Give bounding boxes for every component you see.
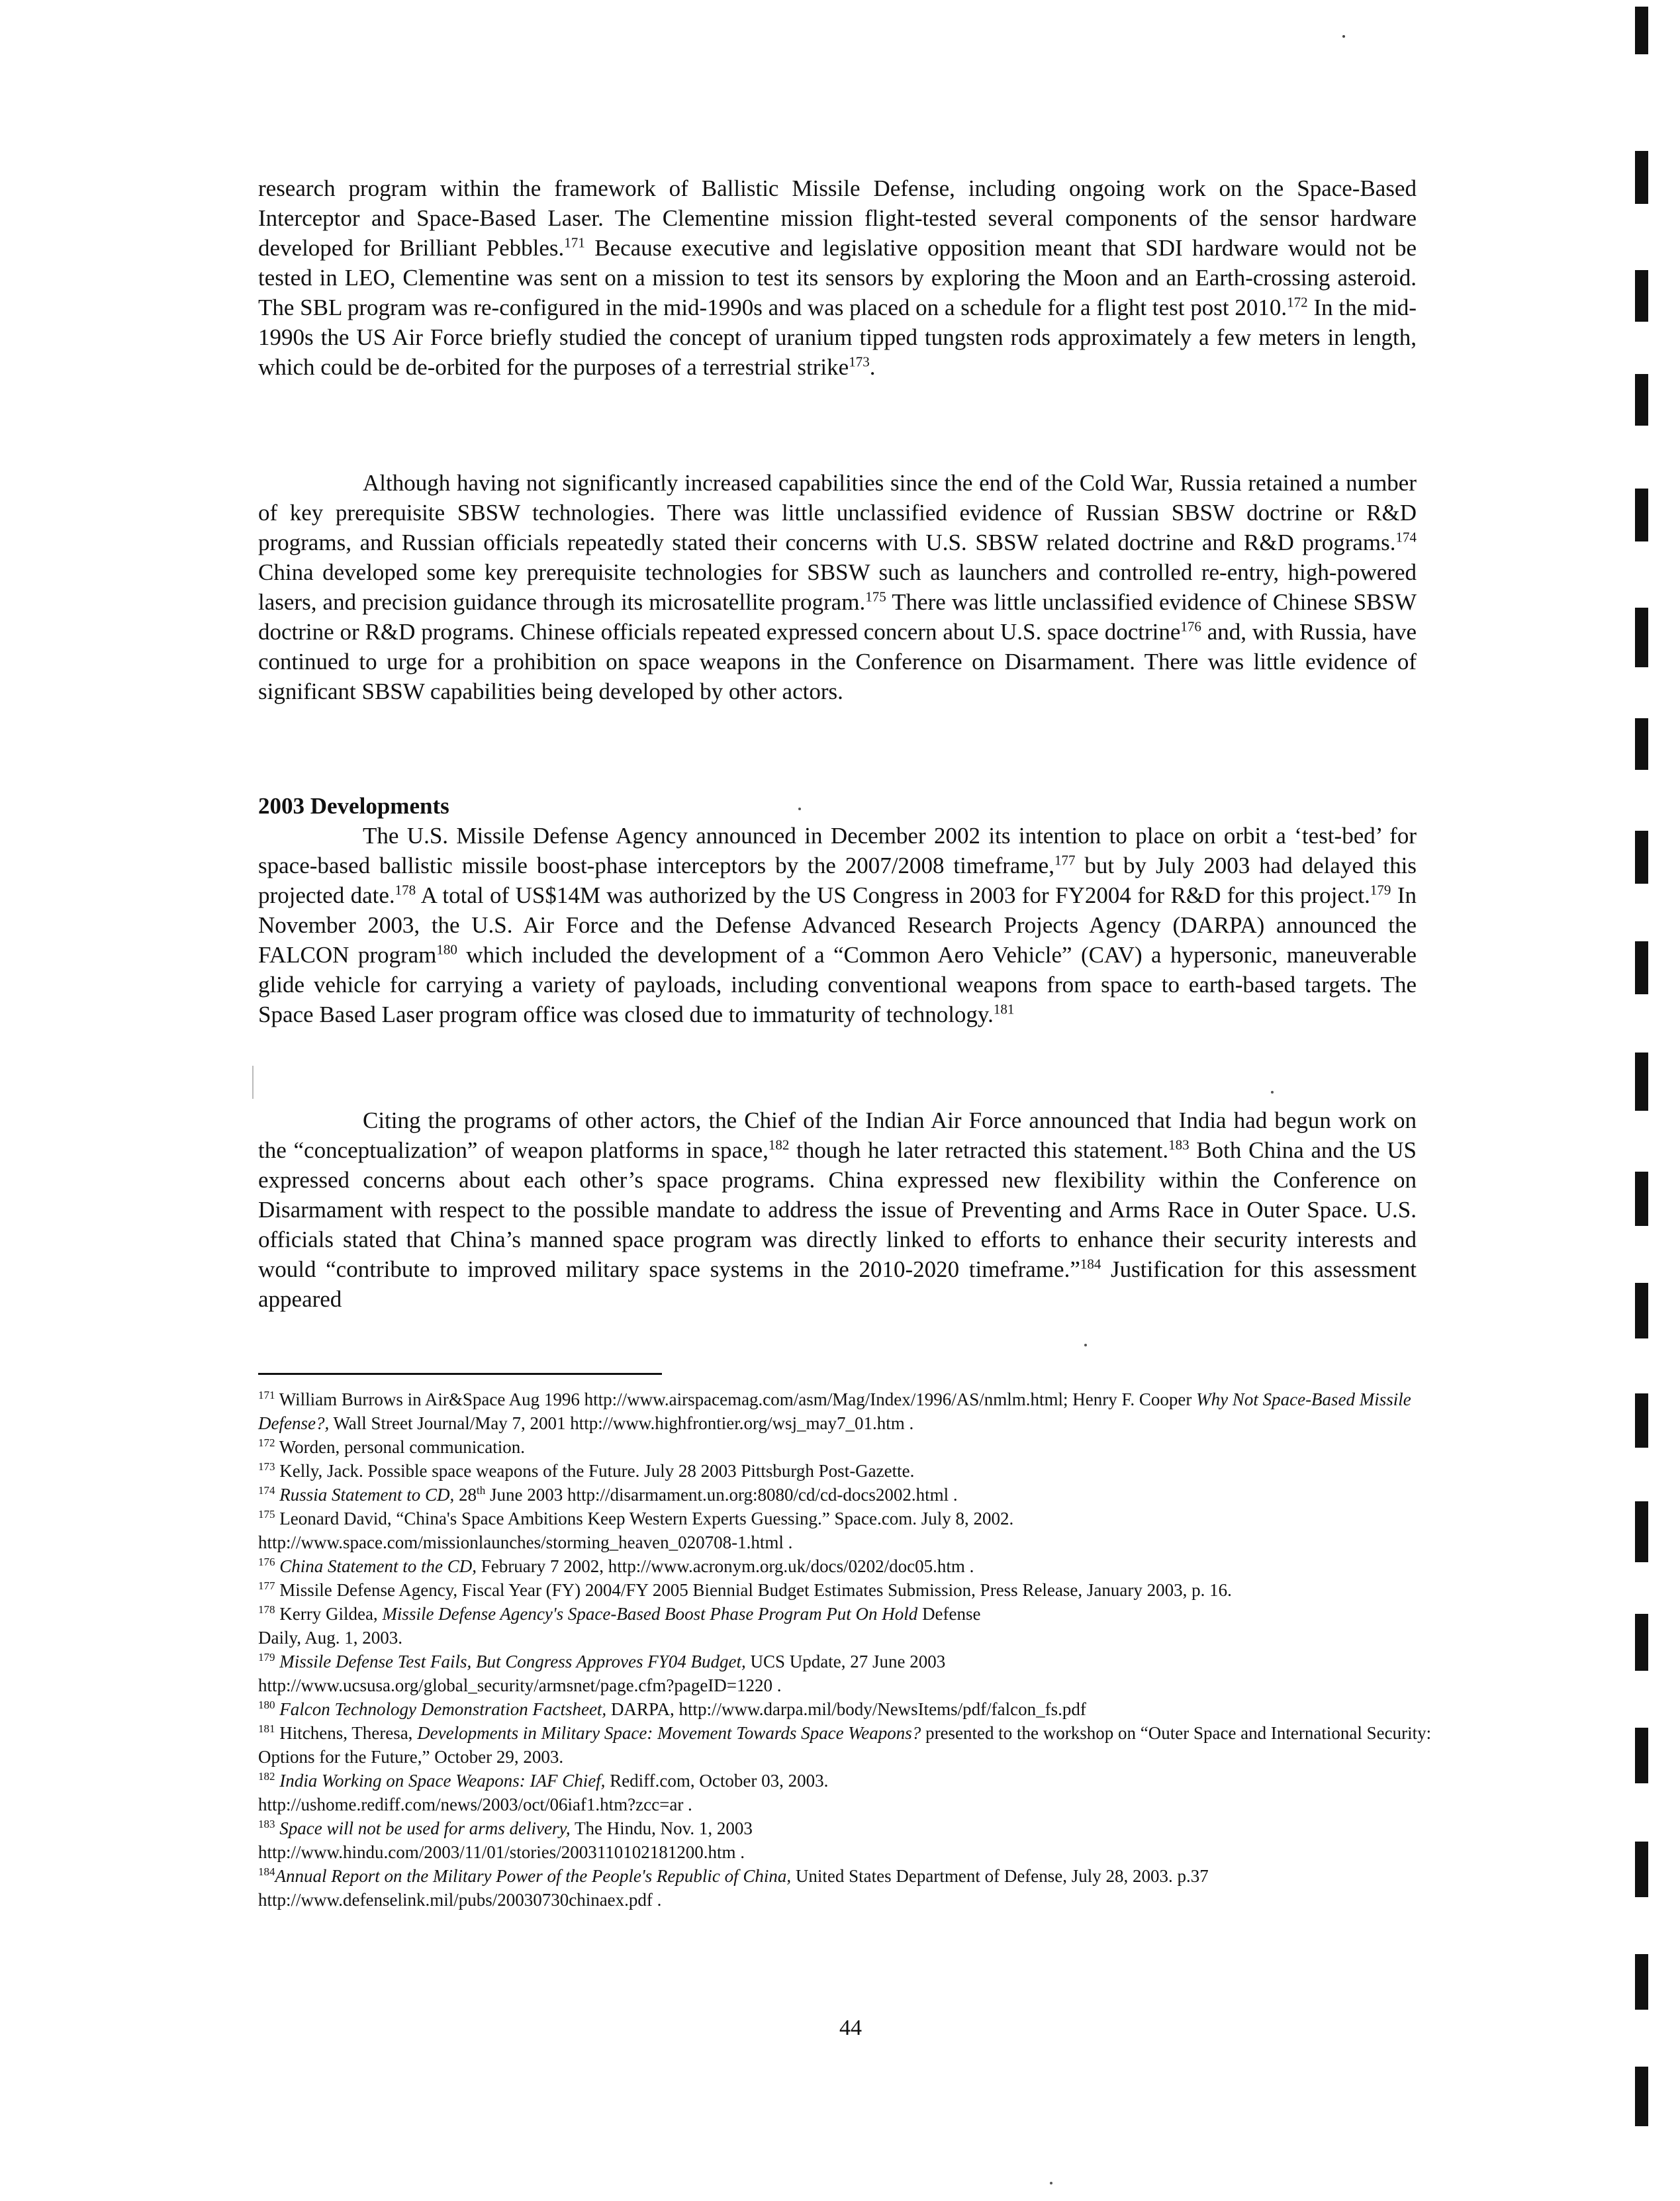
footnote	[258, 1769, 1450, 1793]
text-run: http://www.ucsusa.org/global_security/armsnet/page.cfm?pageID=1220 .	[258, 1675, 782, 1695]
text-run: http://ushome.rediff.com/news/2003/oct/06iaf1.htm?zcc=ar .	[258, 1795, 692, 1814]
text-run: and, with Russia, have continued to urge for a prohibition on space weapons in the Conference on Disarmament. There was little evidence of significant SBSW capabilities being developed by other actors.	[258, 619, 1417, 704]
footnote	[258, 1435, 1450, 1459]
binder-mark	[1635, 1393, 1648, 1448]
text-run: presented to the workshop on “Outer Space and International Security: Options for the Future,” October 29, 2003.	[258, 1723, 1432, 1767]
text-run: Hitchens, Theresa,	[275, 1723, 418, 1743]
footnote-ref: 182	[258, 1770, 275, 1783]
italic-title: Space will not be used for arms delivery,	[279, 1818, 571, 1838]
footnote-separator	[258, 1373, 662, 1375]
text-run: but by July 2003 had delayed this projected date.	[258, 853, 1417, 908]
paragraph-text	[258, 821, 1417, 1029]
footnote-ref: 179	[258, 1651, 275, 1663]
footnote-ref: 176	[258, 1556, 275, 1568]
text-run: Defense	[917, 1604, 981, 1624]
italic-title: Missile Defense Test Fails, But Congress Approves FY04 Budget,	[279, 1652, 746, 1671]
text-run: Justification for this assessment appeared	[258, 1256, 1417, 1312]
binder-mark	[1635, 2067, 1648, 2126]
footnote	[258, 1459, 1450, 1483]
italic-title: Annual Report on the Military Power of the People's Republic of China,	[275, 1866, 792, 1886]
footnote-ref: 171	[564, 234, 585, 251]
footnote-ref: 175	[865, 588, 886, 605]
binder-mark	[1635, 270, 1648, 322]
binder-mark	[1635, 7, 1648, 54]
text-run: UCS Update, 27 June 2003	[745, 1652, 946, 1671]
footnote	[258, 1721, 1450, 1769]
text-run: http://www.hindu.com/2003/11/01/stories/2003110102181200.htm .	[258, 1842, 745, 1862]
text-run: DARPA, http://www.darpa.mil/body/NewsItems/pdf/falcon_fs.pdf	[606, 1699, 1086, 1719]
italic-title: Falcon Technology Demonstration Factsheet,	[279, 1699, 607, 1719]
text-run: Leonard David, “China's Space Ambitions Keep Western Experts Guessing.” Space.com. July 8, 2002.	[275, 1509, 1014, 1528]
text-run: Although having not significantly increased capabilities since the end of the Cold War, Russia retained a number of key prerequisite SBSW technologies. There was little unclassified evidence of Russian SBSW doctrine or R&D programs, and Russian officials repeatedly stated their concerns with U.S. SBSW related doctrine and R&D programs.	[258, 470, 1417, 555]
text-run: Citing the programs of other actors, the Chief of the Indian Air Force announced that India had begun work on the “conceptualization” of weapon platforms in space,	[258, 1107, 1417, 1163]
text-run: http://www.defenselink.mil/pubs/20030730chinaex.pdf .	[258, 1890, 662, 1910]
text-run: Daily, Aug. 1, 2003.	[258, 1628, 402, 1648]
footnote	[258, 1673, 1450, 1697]
text-run: United States Department of Defense, July 28, 2003. p.37	[791, 1866, 1209, 1886]
text-run: http://www.space.com/missionlaunches/storming_heaven_020708-1.html .	[258, 1532, 793, 1552]
footnote	[258, 1578, 1450, 1602]
footnote-ref: 180	[436, 941, 457, 958]
footnote-ref: 181	[993, 1001, 1015, 1017]
text-run: Missile Defense Agency, Fiscal Year (FY) 2004/FY 2005 Biennial Budget Estimates Submission, Press Release, January 2003, p. 16.	[275, 1580, 1232, 1600]
footnote-ref: 171	[258, 1389, 275, 1401]
footnote-ref: 173	[849, 353, 870, 370]
text-run: William Burrows in Air&Space Aug 1996 http://www.airspacemag.com/asm/Mag/Index/1996/AS/nmlm.html; Henry F. Cooper	[275, 1389, 1197, 1409]
footnotes-list	[258, 1387, 1450, 1912]
paragraph-text	[258, 1105, 1417, 1314]
footnote	[258, 1650, 1450, 1673]
italic-title: Missile Defense Agency's Space-Based Boost Phase Program Put On Hold	[382, 1604, 918, 1624]
text-run: Wall Street Journal/May 7, 2001 http://www.highfrontier.org/wsj_may7_01.htm .	[329, 1413, 914, 1433]
text-run: Kelly, Jack. Possible space weapons of the Future. July 28 2003 Pittsburgh Post-Gazette.	[275, 1461, 915, 1481]
binder-mark	[1635, 1283, 1648, 1338]
footnote	[258, 1816, 1450, 1840]
footnote	[258, 1793, 1450, 1816]
footnote	[258, 1697, 1450, 1721]
footnote-ref: 179	[1370, 882, 1391, 898]
binder-mark	[1635, 831, 1648, 884]
footnote	[258, 1387, 1450, 1435]
text-run: China developed some key prerequisite technologies for SBSW such as launchers and controlled re-entry, high-powered lasers, and precision guidance through its microsatellite program.	[258, 559, 1417, 615]
text-run: Rediff.com, October 03, 2003.	[605, 1771, 829, 1791]
paragraph-text	[258, 173, 1417, 382]
body-paragraph	[258, 173, 1417, 382]
binder-mark	[1635, 941, 1648, 994]
text-run: .	[869, 354, 876, 380]
text-run: June 2003 http://disarmament.un.org:8080/cd/cd-docs2002.html .	[485, 1485, 958, 1505]
text-run: Worden, personal communication.	[275, 1437, 525, 1457]
body-paragraph	[258, 1105, 1417, 1314]
footnote-ref: 173	[258, 1460, 275, 1473]
binder-mark	[1635, 1053, 1648, 1111]
footnote	[258, 1626, 1450, 1650]
footnote-ref: 175	[258, 1508, 275, 1521]
binder-mark	[1635, 374, 1648, 426]
text-run: 28	[454, 1485, 477, 1505]
text-run: In November 2003, the U.S. Air Force and the Defense Advanced Research Projects Agency (DARPA) announced the FALCON program	[258, 882, 1417, 968]
text-run: The Hindu, Nov. 1, 2003	[570, 1818, 753, 1838]
binder-mark	[1635, 1842, 1648, 1897]
footnote	[258, 1530, 1450, 1554]
text-run: Kerry Gildea,	[275, 1604, 383, 1624]
text-run: A total of US$14M was authorized by the US Congress in 2003 for FY2004 for R&D for this project.	[416, 882, 1370, 908]
binder-mark	[1635, 608, 1648, 667]
footnote-ref: 181	[258, 1722, 275, 1735]
section-2003-developments	[258, 791, 1417, 1029]
italic-title: Russia Statement to CD,	[279, 1485, 455, 1505]
footnote-ref: 180	[258, 1699, 275, 1711]
italic-title: China Statement to the CD,	[279, 1556, 477, 1576]
text-run: There was little unclassified evidence of Chinese SBSW doctrine or R&D programs. Chinese officials repeated expressed concern about U.S. space doctrine	[258, 589, 1417, 645]
footnote	[258, 1864, 1450, 1888]
section-heading: 2003 Developments	[258, 793, 449, 819]
footnote-ref: 183	[258, 1818, 275, 1830]
italic-title: Why Not Space-Based Missile Defense?,	[258, 1389, 1411, 1433]
footnote-ref: 183	[1168, 1137, 1190, 1153]
italic-title: Developments in Military Space: Movement Towards Space Weapons?	[417, 1723, 921, 1743]
footnote	[258, 1840, 1450, 1864]
footnote	[258, 1554, 1450, 1578]
text-run: In the mid-1990s the US Air Force briefly studied the concept of uranium tipped tungsten rods approximately a few meters in length, which could be de-orbited for the purposes of a terrestrial strike	[258, 295, 1417, 380]
footnote-ref: 177	[1054, 852, 1076, 868]
footnote	[258, 1483, 1450, 1507]
binder-mark	[1635, 151, 1648, 204]
footnote-ref: 176	[1180, 618, 1201, 635]
footnote-ref: 172	[258, 1436, 275, 1449]
binder-mark	[1635, 1954, 1648, 2010]
text-run: Because executive and legislative opposition meant that SDI hardware would not be tested in LEO, Clementine was sent on a mission to test its sensors by exploring the Moon and an Earth-crossing asteroid. The SBL program was re-configured in the mid-1990s and was placed on a schedule for a flight test post 2010.	[258, 235, 1417, 320]
footnote	[258, 1602, 1450, 1626]
binder-mark	[1635, 489, 1648, 541]
footnote-ref: 178	[395, 882, 416, 898]
footnote-ref: 178	[258, 1603, 275, 1616]
italic-title: India Working on Space Weapons: IAF Chief,	[279, 1771, 606, 1791]
text-run: The U.S. Missile Defense Agency announced in December 2002 its intention to place on orbit a ‘test-bed’ for space-based ballistic missile boost-phase interceptors by the 2007/2008 timeframe,	[258, 823, 1417, 878]
footnote	[258, 1507, 1450, 1530]
text-run: research program within the framework of Ballistic Missile Defense, including ongoing work on the Space-Based Interceptor and Space-Based Laser. The Clementine mission flight-tested several components of the sensor hardware developed for Brilliant Pebbles.	[258, 175, 1417, 261]
footnote-ref: 177	[258, 1579, 275, 1592]
text-run: though he later retracted this statement.	[789, 1137, 1169, 1163]
body-paragraph	[258, 468, 1417, 706]
footnote-ref: 174	[1395, 529, 1417, 545]
binder-mark	[1635, 1172, 1648, 1226]
footnote	[258, 1888, 1450, 1912]
footnote-ref: 184	[1080, 1256, 1101, 1272]
text-run: Both China and the US expressed concerns about each other’s space programs. China expressed new flexibility within the Conference on Disarmament with respect to the possible mandate to address the issue of Preventing and Arms Race in Outer Space. U.S. officials stated that China’s manned space program was directly linked to efforts to enhance their security interests and would “contribute to improved military space systems in the 2010-2020 timeframe.”	[258, 1137, 1417, 1282]
binder-mark	[1635, 718, 1648, 770]
page-number: 44	[839, 2016, 862, 2040]
footnote-ref: 174	[258, 1484, 275, 1497]
footnote-ref: th	[477, 1484, 486, 1497]
binder-mark	[1635, 1501, 1648, 1562]
footnote-ref: 182	[768, 1137, 790, 1153]
footnote-ref: 184	[258, 1865, 275, 1878]
binder-mark	[1635, 1614, 1648, 1671]
binder-mark	[1635, 1728, 1648, 1783]
footnote-ref: 172	[1287, 294, 1308, 310]
text-run: February 7 2002, http://www.acronym.org.uk/docs/0202/doc05.htm .	[476, 1556, 974, 1576]
paragraph-text	[258, 468, 1417, 706]
text-run: which included the development of a “Common Aero Vehicle” (CAV) a hypersonic, maneuverable glide vehicle for carrying a variety of payloads, including conventional weapons from space to earth-based targets. The Space Based Laser program office was closed due to immaturity of technology.	[258, 942, 1417, 1027]
